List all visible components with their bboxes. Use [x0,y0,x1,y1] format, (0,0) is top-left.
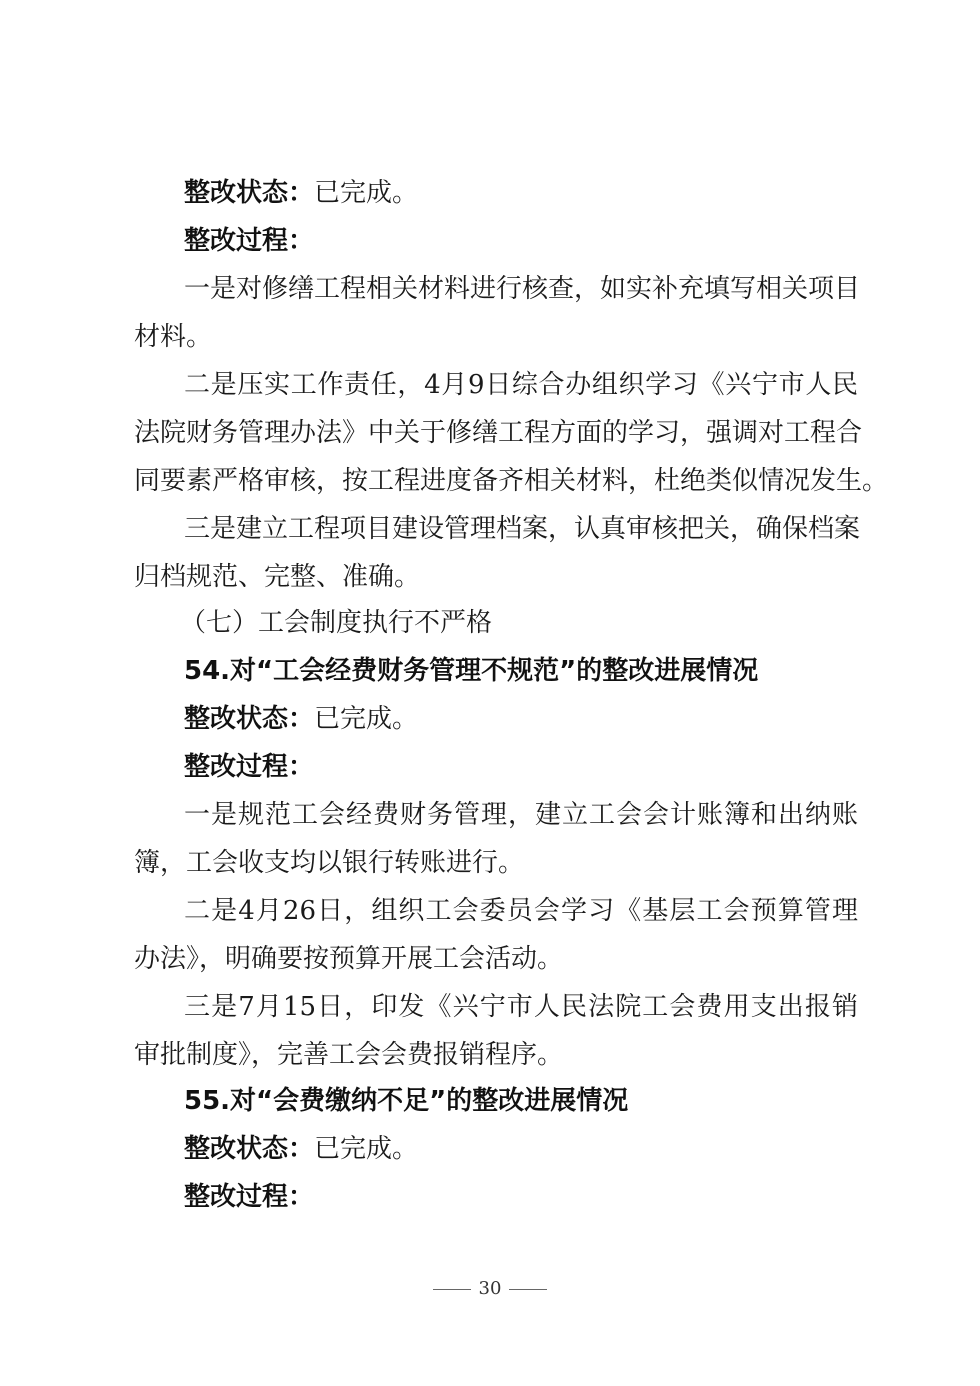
status-value: 已完成。 [314,178,419,208]
status-value: 已完成。 [314,704,419,734]
paragraph-line: 办法》，明确要按预算开展工会活动。 [134,944,564,974]
status-label: 整改状态： [184,704,315,734]
page-number: 30 [478,1278,502,1299]
paragraph-line: 材料。 [134,322,213,352]
paragraph-line: 二是压实工作责任，4月9日综合办组织学习《兴宁市人民 [184,370,858,400]
paragraph-line: 簿，工会收支均以银行转账进行。 [134,848,525,878]
paragraph-line: 同要素严格审核，按工程进度备齐相关材料，杜绝类似情况发生。 [134,466,889,496]
subsection-heading: （七）工会制度执行不严格 [180,608,493,638]
process-label: 整改过程： [184,226,315,256]
paragraph-line: 三是7月15日，印发《兴宁市人民法院工会费用支出报销 [184,992,858,1022]
process-label: 整改过程： [184,752,315,782]
paragraph-line: 审批制度》，完善工会会费报销程序。 [134,1040,564,1070]
status-label: 整改状态： [184,1134,315,1164]
status-label: 整改状态： [184,178,315,208]
footer-dash-left [433,1289,471,1290]
footer-dash-right [509,1289,547,1290]
page-footer [0,1278,980,1299]
paragraph-line: 二是4月26日，组织工会委员会学习《基层工会预算管理 [184,896,858,926]
status-line [184,704,418,734]
process-label: 整改过程： [184,1182,315,1212]
status-value: 已完成。 [314,1134,419,1164]
paragraph-line: 法院财务管理办法》中关于修缮工程方面的学习，强调对工程合 [134,418,863,448]
status-line [184,1134,418,1164]
paragraph-line: 一是规范工会经费财务管理，建立工会会计账簿和出纳账 [184,800,858,830]
paragraph-line: 三是建立工程项目建设管理档案，认真审核把关，确保档案 [184,514,861,544]
status-line [184,178,418,208]
paragraph-line: 一是对修缮工程相关材料进行核查，如实补充填写相关项目 [184,274,861,304]
section-title: 55.对“会费缴纳不足”的整改进展情况 [184,1086,629,1116]
paragraph-line: 归档规范、完整、准确。 [134,562,421,592]
section-title: 54.对“工会经费财务管理不规范”的整改进展情况 [184,656,759,686]
